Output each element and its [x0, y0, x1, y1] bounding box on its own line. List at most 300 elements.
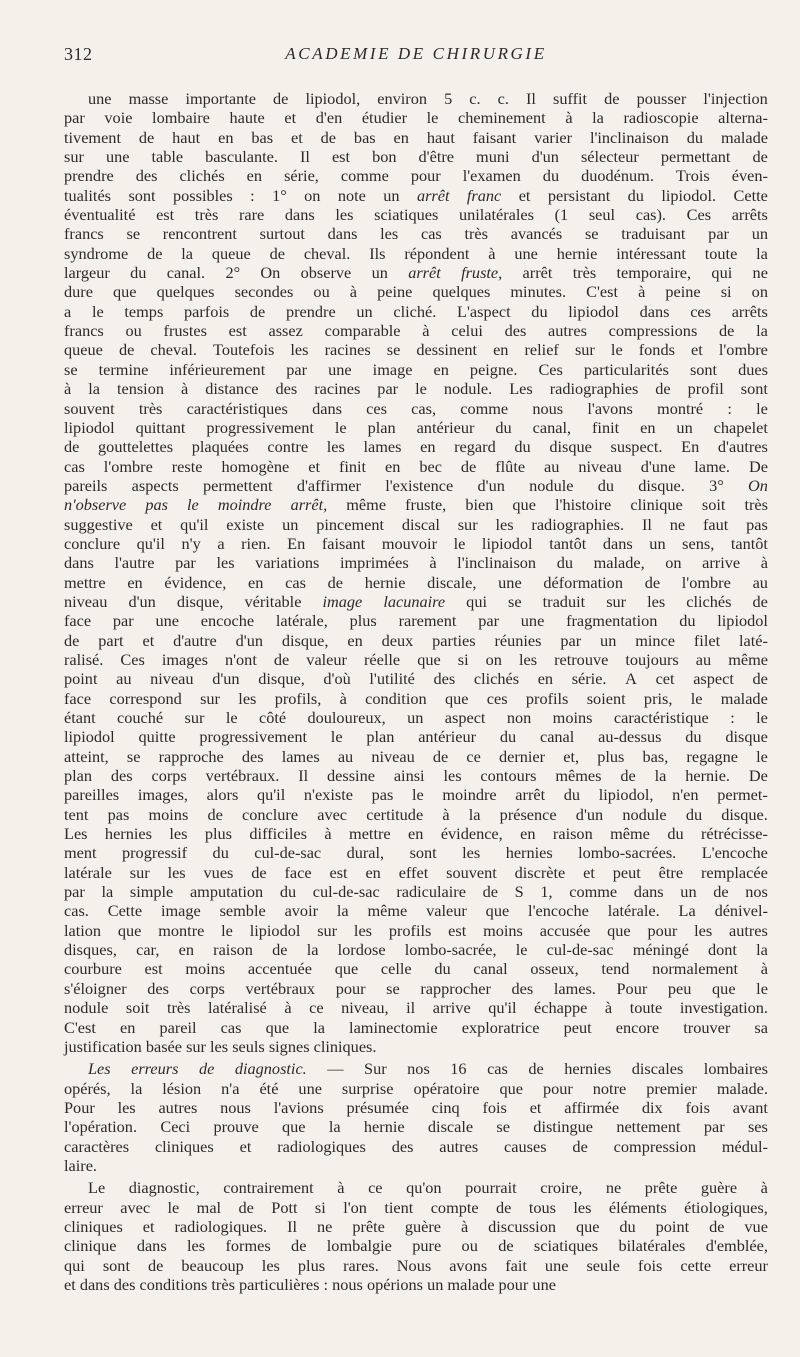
word: plan — [367, 417, 396, 437]
word: ment — [64, 843, 97, 863]
word: par — [286, 359, 308, 379]
word: que — [113, 282, 137, 302]
word: relief — [524, 340, 559, 360]
word: n'y — [181, 533, 201, 553]
word: le — [610, 340, 623, 360]
word: la — [336, 901, 349, 921]
word: sont — [740, 379, 768, 399]
word: peu — [667, 978, 692, 998]
word: haut — [172, 127, 201, 147]
text-line — [64, 1117, 768, 1136]
running-title: ACADEMIE DE CHIRURGIE — [285, 44, 547, 63]
word: antérieur — [418, 727, 477, 747]
word: rétrécisse- — [701, 824, 768, 844]
word: l'autre — [114, 553, 155, 573]
word: Les — [509, 379, 533, 399]
word: cas — [220, 1017, 242, 1037]
word: pousser — [636, 89, 687, 108]
word: notre — [592, 1078, 627, 1098]
word: de — [572, 1136, 588, 1156]
word: si — [457, 649, 469, 669]
text-line — [64, 979, 768, 998]
word: par — [560, 630, 582, 650]
word: bilatérales — [618, 1236, 686, 1256]
word: moins — [148, 804, 189, 824]
word: raison — [552, 824, 593, 844]
word: contours — [480, 766, 537, 786]
word: images — [161, 649, 208, 669]
word: réunies — [494, 630, 542, 650]
word: les — [353, 920, 373, 940]
word: à — [442, 804, 450, 824]
word: éventualité — [64, 205, 136, 225]
text-line — [64, 1275, 768, 1294]
word: qu'on — [406, 1178, 442, 1198]
word: ce — [368, 1178, 383, 1198]
word: un — [649, 533, 666, 553]
word: mince — [635, 630, 675, 650]
word: dessinent — [416, 340, 477, 360]
word: dans — [312, 398, 342, 418]
word: du — [597, 475, 614, 495]
word: inférieurement — [169, 359, 266, 379]
word: guère — [404, 1216, 441, 1236]
word: la — [654, 766, 667, 786]
word: très — [166, 998, 191, 1018]
word: le — [756, 398, 768, 418]
word: affirmée — [564, 1097, 620, 1117]
word: erreur — [64, 1197, 103, 1217]
word: la — [756, 940, 768, 960]
word: conclure — [64, 533, 121, 553]
text-line — [64, 1256, 768, 1275]
word: il — [406, 998, 416, 1018]
word: Ces — [686, 205, 712, 225]
word: cliché. — [393, 301, 437, 321]
word: discal — [401, 514, 440, 534]
word: parties — [432, 630, 476, 650]
word: comme — [460, 398, 509, 418]
word: qu'il — [488, 998, 517, 1018]
word: montre — [158, 920, 205, 940]
word: tous — [528, 1197, 556, 1217]
word: traduisant — [621, 224, 686, 244]
text-line — [64, 340, 768, 359]
word: malade. — [716, 1078, 768, 1098]
word: d'un — [128, 591, 156, 611]
word: alors — [206, 785, 239, 805]
word: lombo-sacrée, — [404, 940, 497, 960]
word: lipiodol. — [661, 185, 717, 205]
word: prouve — [213, 1117, 259, 1137]
word: Trois — [675, 166, 710, 186]
word: une — [498, 572, 522, 592]
word: discale, — [427, 572, 477, 592]
word: est — [329, 862, 348, 882]
word: de — [752, 591, 768, 611]
word: le — [334, 417, 347, 437]
word: sont — [102, 1255, 130, 1275]
word: se — [496, 1117, 510, 1137]
word: d'affirmer — [296, 475, 361, 495]
word: En — [681, 437, 700, 457]
word: nos — [745, 882, 768, 902]
text-run: laire. — [64, 1155, 97, 1175]
word: nodule — [64, 998, 109, 1018]
word: Les — [64, 824, 88, 844]
italic-word: On — [748, 475, 768, 495]
word: cas — [285, 572, 306, 592]
word: 5 — [444, 89, 453, 108]
word: que — [575, 1216, 600, 1236]
word: moins — [185, 959, 226, 979]
word: les — [290, 340, 309, 360]
word: racines — [324, 340, 371, 360]
word: le — [515, 940, 528, 960]
word: méningé — [632, 940, 689, 960]
word: ne — [669, 514, 686, 534]
word: Le — [88, 1178, 106, 1198]
word: souvent — [446, 862, 497, 882]
word: on — [665, 553, 682, 573]
word: plus — [597, 746, 625, 766]
word: rencontrent — [162, 224, 237, 244]
word: gouttelettes — [98, 437, 174, 457]
word: importante — [185, 89, 256, 108]
word: profil — [687, 379, 724, 399]
word: et — [290, 127, 303, 147]
word: a — [64, 301, 72, 321]
word: fait — [505, 1255, 527, 1275]
word: à — [565, 108, 573, 128]
word: dix — [641, 1097, 663, 1117]
word: celle — [380, 959, 412, 979]
text-line — [64, 631, 768, 650]
word: C'est — [64, 1017, 96, 1037]
word: cul-de-sac — [312, 882, 380, 902]
word: un — [751, 224, 768, 244]
text-line — [64, 147, 768, 166]
word: bas — [353, 127, 376, 147]
word: temporaire, — [616, 263, 692, 283]
word: sur — [184, 708, 205, 727]
word: un — [282, 514, 299, 534]
word: au — [116, 669, 132, 689]
word: que — [334, 959, 359, 979]
word: mettre — [64, 572, 106, 592]
text-line — [64, 805, 768, 824]
word: deux — [381, 630, 414, 650]
word: profils, — [274, 688, 322, 708]
word: dans — [136, 1236, 167, 1256]
word: au — [695, 649, 712, 669]
word: les — [187, 1236, 206, 1256]
word: radioscopie — [623, 108, 699, 128]
text-line — [64, 553, 768, 572]
word: de — [64, 437, 80, 457]
word: les — [380, 224, 399, 244]
word: de — [528, 1059, 544, 1079]
word: nettement — [616, 1117, 681, 1137]
word: à — [422, 321, 430, 341]
text-line — [64, 1137, 768, 1156]
word: de — [713, 882, 729, 902]
word: sur — [457, 514, 478, 534]
word: sur — [317, 920, 338, 940]
word: racines — [314, 379, 361, 399]
word: Il — [525, 89, 536, 108]
word: tent — [64, 804, 89, 824]
word: lombo-sacrées. — [578, 843, 677, 863]
word: pour — [335, 978, 366, 998]
word: soit — [701, 495, 726, 515]
word: Nous — [396, 1255, 432, 1275]
word: à — [760, 1178, 768, 1198]
word: très — [194, 205, 219, 225]
word: en — [178, 940, 194, 960]
word: très — [572, 263, 597, 283]
word: douloureux, — [307, 708, 386, 727]
word: couché — [117, 708, 164, 727]
word: et — [529, 1097, 542, 1117]
word: du — [685, 727, 702, 747]
word: la — [468, 804, 481, 824]
word: ou — [313, 282, 330, 302]
word: parfois — [183, 301, 230, 321]
word: d'où — [323, 669, 351, 689]
word: une — [520, 611, 545, 631]
word: latérale, — [275, 611, 328, 631]
word: à — [284, 998, 292, 1018]
word: dans — [327, 224, 358, 244]
word: des — [391, 1136, 414, 1156]
word: osseux, — [530, 959, 579, 979]
word: imprimées — [339, 553, 409, 573]
word: les — [238, 688, 257, 708]
word: de — [460, 456, 477, 476]
word: malade — [720, 127, 768, 147]
word: pure — [412, 1236, 442, 1256]
word: syndrome — [64, 243, 129, 263]
word: les — [261, 1255, 280, 1275]
word: par — [175, 553, 196, 573]
word: et, — [563, 746, 580, 766]
word: qu'il — [136, 533, 165, 553]
word: en — [246, 166, 263, 186]
word: lation — [64, 920, 102, 940]
word: du — [667, 824, 684, 844]
text-line — [64, 1037, 768, 1056]
text-line — [64, 708, 768, 727]
word: et — [518, 185, 531, 205]
word: la — [88, 379, 100, 399]
word: les — [647, 591, 666, 611]
word: de — [655, 379, 671, 399]
word: et — [239, 1136, 252, 1156]
word: S — [514, 882, 524, 902]
word: formes — [225, 1236, 271, 1256]
word: c. — [497, 89, 509, 108]
word: face — [64, 688, 92, 708]
word: le — [415, 379, 427, 399]
word: les — [443, 766, 462, 786]
word: on — [485, 649, 502, 669]
text-line — [64, 186, 768, 205]
word: à — [760, 959, 768, 979]
word: d'une — [640, 456, 676, 476]
word: (1 — [554, 205, 569, 225]
word: lordose — [337, 940, 386, 960]
text-line — [64, 205, 768, 224]
text-line — [64, 244, 768, 263]
word: : — [727, 398, 732, 418]
word: environ — [377, 89, 427, 108]
word: amputation — [189, 882, 264, 902]
word: d'être — [418, 147, 455, 167]
italic-word: de — [198, 1059, 215, 1079]
word: est — [156, 205, 175, 225]
word: à — [429, 553, 437, 573]
italic-word: le — [187, 495, 199, 515]
word: compression — [613, 1136, 696, 1156]
word: 1° — [272, 185, 287, 205]
word: 1, — [540, 882, 553, 902]
word: beaucoup — [181, 1255, 244, 1275]
word: l'injection — [703, 89, 768, 108]
word: prête — [352, 1216, 385, 1236]
word: à — [349, 282, 358, 302]
word: accentuée — [247, 959, 312, 979]
text-line — [64, 457, 768, 476]
word: en — [248, 572, 264, 592]
word: progressivement — [199, 727, 307, 747]
text-line — [64, 263, 768, 282]
word: que — [712, 978, 736, 998]
word: certitude — [366, 804, 424, 824]
word: même — [367, 901, 408, 921]
word: intéressant — [616, 243, 686, 263]
word: disque — [725, 727, 768, 747]
word: discussion — [488, 1216, 556, 1236]
word: fois — [685, 1097, 710, 1117]
word: disque. — [638, 475, 685, 495]
word: dues — [738, 359, 768, 379]
word: en — [347, 630, 363, 650]
word: Il — [298, 766, 309, 786]
word: ces — [486, 688, 508, 708]
word: rapproche — [158, 746, 224, 766]
word: à — [64, 379, 72, 399]
word: sciatiques — [533, 1236, 599, 1256]
word: série. — [571, 669, 607, 689]
word: les — [573, 1197, 592, 1217]
word: Il — [641, 514, 652, 534]
word: varier — [534, 127, 573, 147]
word: guère — [700, 1178, 738, 1198]
word: moindre — [442, 785, 497, 805]
word: étant — [64, 708, 96, 727]
word: sa — [754, 1017, 768, 1037]
word: le — [756, 746, 768, 766]
word: même — [346, 495, 387, 515]
word: rares. — [343, 1255, 379, 1275]
word: vue — [744, 1216, 768, 1236]
word: disque. — [721, 804, 768, 824]
word: c. — [469, 89, 481, 108]
word: que — [265, 1017, 290, 1037]
text-line — [64, 166, 768, 185]
word: dans — [639, 301, 670, 321]
word: que — [607, 920, 631, 940]
word: tantôt — [730, 533, 768, 553]
word: exploratrice — [461, 1017, 540, 1037]
text-line — [64, 302, 768, 321]
word: sciatiques — [374, 205, 439, 225]
word: l'inclinaison — [589, 127, 669, 147]
text-line — [64, 224, 768, 243]
word: cas. — [64, 901, 89, 921]
word: ne — [605, 1178, 622, 1198]
word: qui — [466, 591, 487, 611]
word: sont — [128, 185, 156, 205]
word: arrive — [432, 998, 471, 1018]
word: pris, — [643, 688, 673, 708]
word: que — [282, 1117, 306, 1137]
word: cas — [64, 456, 85, 476]
word: de — [251, 862, 267, 882]
text-line — [64, 89, 768, 108]
word: au — [544, 456, 560, 476]
word: tend — [601, 959, 630, 979]
word: et — [142, 630, 155, 650]
word: lésion — [162, 1078, 202, 1098]
word: médul- — [721, 1136, 768, 1156]
word: sens, — [682, 533, 715, 553]
word: le — [426, 108, 439, 128]
word: ne — [317, 1216, 333, 1236]
word: basculante. — [205, 147, 278, 167]
word: clichés — [179, 166, 225, 186]
word: de — [273, 649, 290, 669]
word: un — [600, 630, 617, 650]
word: du — [130, 263, 147, 283]
word: l'inclinaison — [457, 553, 537, 573]
word: Cette — [733, 185, 768, 205]
word: toute — [629, 998, 663, 1018]
text-line — [64, 399, 768, 418]
word: hernies — [505, 843, 553, 863]
word: ne — [752, 263, 768, 283]
word: la — [328, 1117, 341, 1137]
word: est — [144, 959, 163, 979]
word: très — [138, 398, 163, 418]
word: quelques — [156, 282, 215, 302]
word: Il — [287, 1216, 298, 1236]
word: l'on — [343, 1197, 367, 1217]
italic-word: n'observe — [64, 495, 127, 515]
text-line — [64, 1079, 768, 1098]
word: croire, — [540, 1178, 583, 1198]
word: comme — [340, 166, 389, 186]
word: Pour — [64, 1097, 95, 1117]
word: d'emblée, — [705, 1236, 768, 1256]
text-line — [64, 418, 768, 437]
word: lombaires — [703, 1059, 768, 1079]
word: éléments — [608, 1197, 667, 1217]
word: la — [592, 108, 604, 128]
word: se — [126, 224, 141, 244]
word: échappe — [534, 998, 588, 1018]
